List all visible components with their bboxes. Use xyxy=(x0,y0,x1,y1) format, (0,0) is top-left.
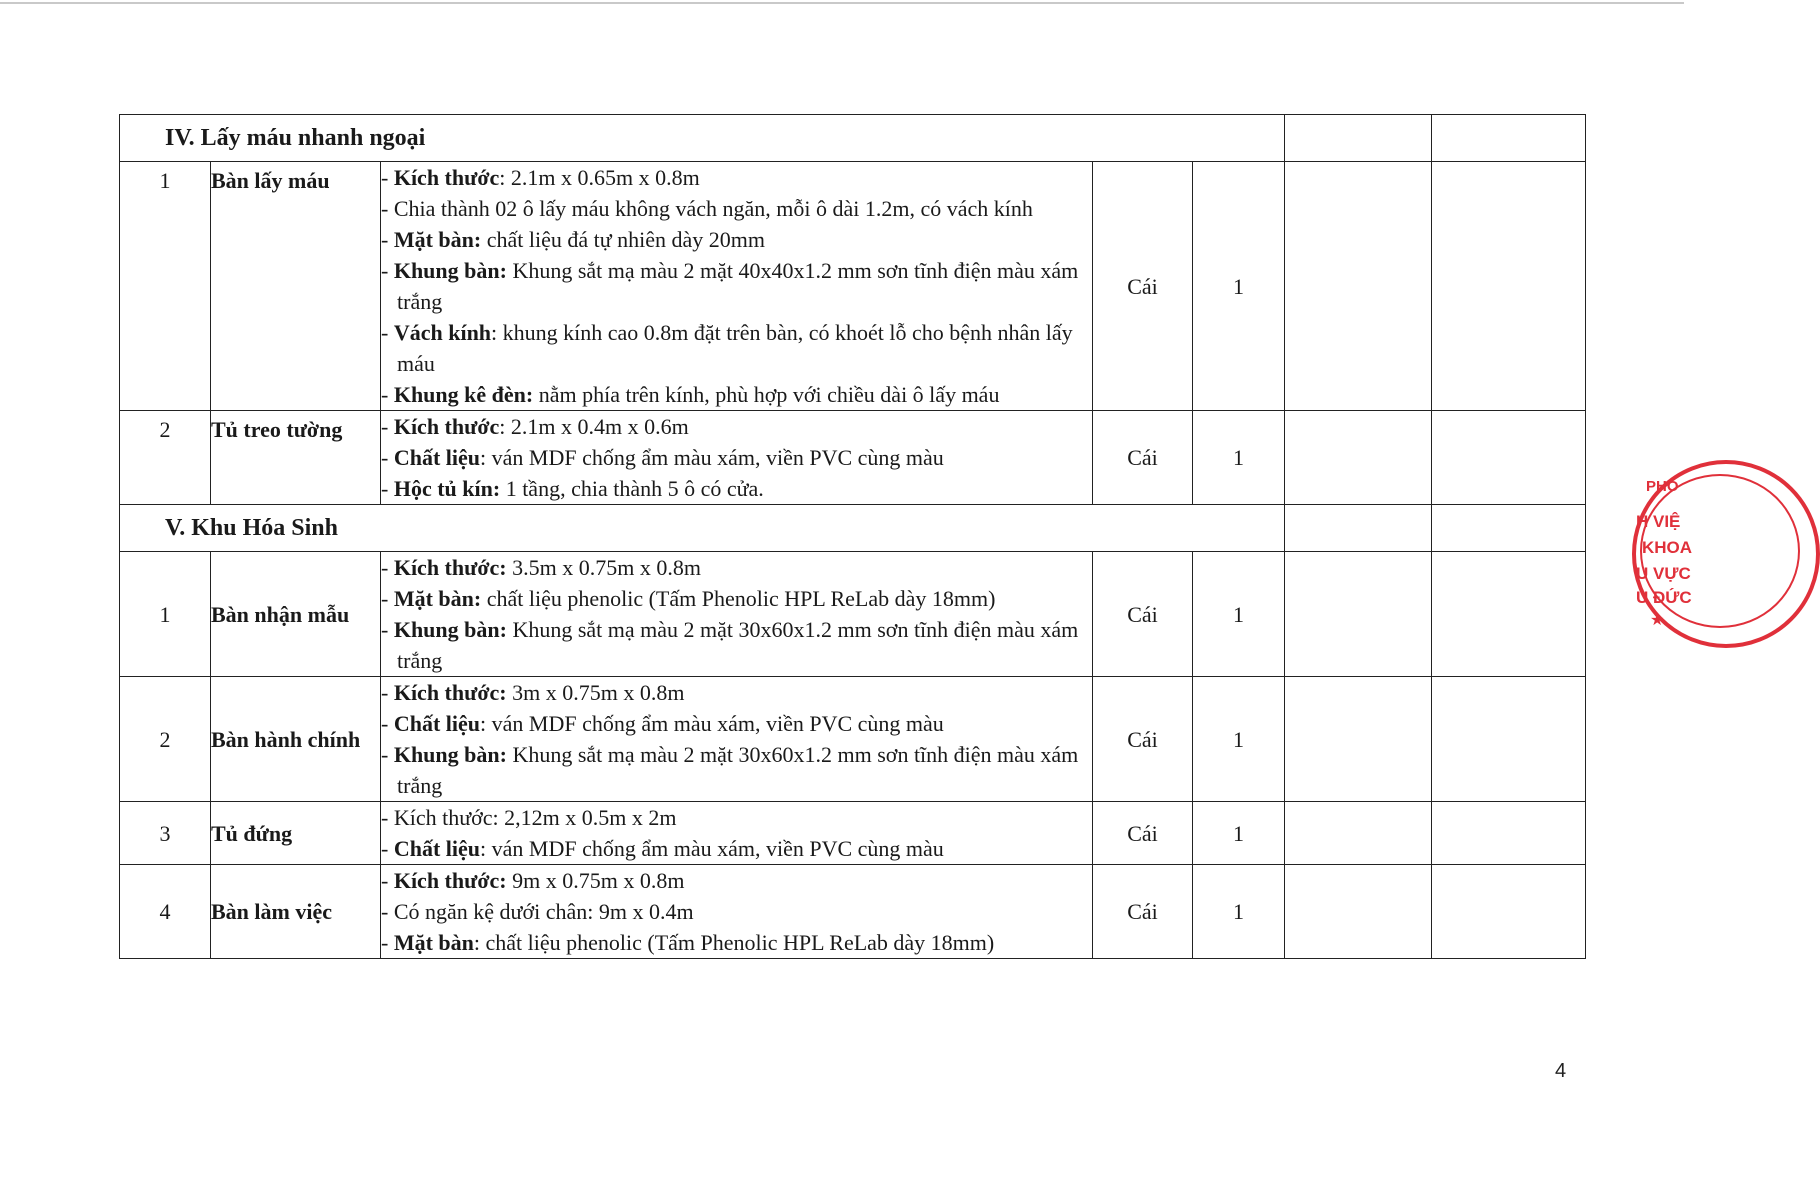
spec-line: - Kích thước: 2,12m x 0.5m x 2m xyxy=(381,805,677,830)
spec-value: : chất liệu phenolic (Tấm Phenolic HPL ReLab dày 18mm) xyxy=(473,930,995,955)
spec-label: Mặt bàn xyxy=(393,930,474,955)
scan-edge-line xyxy=(0,2,1684,4)
equipment-spec-table xyxy=(119,114,1586,959)
item-description xyxy=(381,802,1093,865)
empty-cell xyxy=(1432,505,1586,552)
spec-value: 3m x 0.75m x 0.8m xyxy=(506,680,685,705)
spec-label: Khung bàn: xyxy=(393,258,507,283)
spec-line: - Khung bàn: Khung sắt mạ màu 2 mặt 30x60x1.2 mm sơn tĩnh điện màu xám trắng xyxy=(381,742,1079,798)
spec-line: - Chất liệu: ván MDF chống ẩm màu xám, viền PVC cùng màu xyxy=(381,445,944,470)
item-unit: Cái xyxy=(1093,802,1193,865)
spec-value: chất liệu đá tự nhiên dày 20mm xyxy=(481,227,766,252)
item-row xyxy=(120,865,1586,959)
empty-cell xyxy=(1285,802,1432,865)
empty-cell xyxy=(1285,865,1432,959)
spec-label: Mặt bàn: xyxy=(393,586,482,611)
spec-label: Kích thước: xyxy=(393,868,507,893)
spec-line: - Chất liệu: ván MDF chống ẩm màu xám, viền PVC cùng màu xyxy=(381,836,944,861)
item-description xyxy=(381,162,1093,411)
spec-line: - Mặt bàn: chất liệu phenolic (Tấm Phenolic HPL ReLab dày 18mm) xyxy=(381,930,995,955)
spec-line: - Khung kê đèn: nằm phía trên kính, phù hợp với chiều dài ô lấy máu xyxy=(381,382,1000,407)
spec-label: Khung kê đèn: xyxy=(393,382,534,407)
spec-value: nằm phía trên kính, phù hợp với chiều dài ô lấy máu xyxy=(533,382,1000,407)
spec-line: - Chất liệu: ván MDF chống ẩm màu xám, viền PVC cùng màu xyxy=(381,711,944,736)
item-row xyxy=(120,552,1586,677)
stamp-text: U VỰC xyxy=(1636,564,1691,583)
empty-cell xyxy=(1285,552,1432,677)
empty-cell xyxy=(1285,411,1432,505)
section-title: IV. Lấy máu nhanh ngoại xyxy=(120,115,1285,162)
spec-line: - Chia thành 02 ô lấy máu không vách ngăn, mỗi ô dài 1.2m, có vách kính xyxy=(381,196,1033,221)
section-row xyxy=(120,115,1586,162)
item-number: 1 xyxy=(120,162,211,411)
stamp-text: PHÒ xyxy=(1646,478,1679,495)
spec-value: Chia thành 02 ô lấy máu không vách ngăn, mỗi ô dài 1.2m, có vách kính xyxy=(393,196,1033,221)
stamp-text: Ù ĐỨC xyxy=(1636,588,1692,607)
spec-line: - Vách kính: khung kính cao 0.8m đặt trên bàn, có khoét lỗ cho bệnh nhân lấy máu xyxy=(381,320,1073,376)
spec-line: - Kích thước: 3m x 0.75m x 0.8m xyxy=(381,680,685,705)
item-name: Bàn lấy máu xyxy=(211,162,381,411)
spec-label: Hộc tủ kín: xyxy=(393,476,501,501)
spec-value: : ván MDF chống ẩm màu xám, viền PVC cùng màu xyxy=(480,836,944,861)
item-quantity: 1 xyxy=(1193,411,1285,505)
spec-value: Khung sắt mạ màu 2 mặt 30x60x1.2 mm sơn tĩnh điện màu xám trắng xyxy=(397,742,1079,798)
spec-line: - Mặt bàn: chất liệu đá tự nhiên dày 20mm xyxy=(381,227,766,252)
spec-line: - Có ngăn kệ dưới chân: 9m x 0.4m xyxy=(381,899,694,924)
spec-value: : 2.1m x 0.4m x 0.6m xyxy=(499,414,689,439)
spec-label: Kích thước: xyxy=(393,680,507,705)
spec-label: Chất liệu xyxy=(393,836,481,861)
item-name: Bàn làm việc xyxy=(211,865,381,959)
item-number: 3 xyxy=(120,802,211,865)
empty-cell xyxy=(1432,552,1586,677)
spec-line: - Kích thước: 2.1m x 0.4m x 0.6m xyxy=(381,414,689,439)
section-title: V. Khu Hóa Sinh xyxy=(120,505,1285,552)
spec-label: Kích thước xyxy=(393,414,500,439)
empty-cell xyxy=(1432,865,1586,959)
spec-line: - Mặt bàn: chất liệu phenolic (Tấm Phenolic HPL ReLab dày 18mm) xyxy=(381,586,996,611)
empty-cell xyxy=(1432,411,1586,505)
item-description xyxy=(381,552,1093,677)
spec-value: 9m x 0.75m x 0.8m xyxy=(506,868,685,893)
item-description xyxy=(381,677,1093,802)
item-row xyxy=(120,411,1586,505)
empty-cell xyxy=(1432,115,1586,162)
item-unit: Cái xyxy=(1093,162,1193,411)
item-quantity: 1 xyxy=(1193,552,1285,677)
section-row xyxy=(120,505,1586,552)
item-number: 4 xyxy=(120,865,211,959)
item-quantity: 1 xyxy=(1193,677,1285,802)
empty-cell xyxy=(1432,162,1586,411)
stamp-text: KHOA xyxy=(1642,538,1693,557)
item-unit: Cái xyxy=(1093,677,1193,802)
item-number: 2 xyxy=(120,411,211,505)
red-seal-stamp xyxy=(1628,460,1693,660)
item-quantity: 1 xyxy=(1193,802,1285,865)
item-description xyxy=(381,411,1093,505)
item-quantity: 1 xyxy=(1193,162,1285,411)
spec-line: - Kích thước: 3.5m x 0.75m x 0.8m xyxy=(381,555,701,580)
spec-line: - Hộc tủ kín: 1 tầng, chia thành 5 ô có cửa. xyxy=(381,476,764,501)
spec-value: : 2.1m x 0.65m x 0.8m xyxy=(499,165,700,190)
empty-cell xyxy=(1432,677,1586,802)
item-quantity: 1 xyxy=(1193,865,1285,959)
empty-cell xyxy=(1285,505,1432,552)
spec-line: - Kích thước: 2.1m x 0.65m x 0.8m xyxy=(381,165,700,190)
item-number: 2 xyxy=(120,677,211,802)
empty-cell xyxy=(1285,677,1432,802)
spec-value: Kích thước: 2,12m x 0.5m x 2m xyxy=(393,805,677,830)
item-unit: Cái xyxy=(1093,411,1193,505)
item-name: Tủ treo tường xyxy=(211,411,381,505)
spec-value: 3.5m x 0.75m x 0.8m xyxy=(506,555,701,580)
empty-cell xyxy=(1432,802,1586,865)
item-unit: Cái xyxy=(1093,865,1193,959)
spec-label: Kích thước xyxy=(393,165,500,190)
empty-cell xyxy=(1285,115,1432,162)
page-number: 4 xyxy=(1555,1060,1567,1082)
spec-value: : khung kính cao 0.8m đặt trên bàn, có khoét lỗ cho bệnh nhân lấy máu xyxy=(397,320,1073,376)
spec-label: Vách kính xyxy=(393,320,492,345)
spec-value: Có ngăn kệ dưới chân: 9m x 0.4m xyxy=(393,899,694,924)
spec-line: - Khung bàn: Khung sắt mạ màu 2 mặt 40x40x1.2 mm sơn tĩnh điện màu xám trắng xyxy=(381,258,1079,314)
item-row xyxy=(120,802,1586,865)
item-name: Bàn nhận mẫu xyxy=(211,552,381,677)
spec-label: Chất liệu xyxy=(393,711,481,736)
spec-label: Kích thước: xyxy=(393,555,507,580)
spec-line: - Kích thước: 9m x 0.75m x 0.8m xyxy=(381,868,685,893)
item-row xyxy=(120,162,1586,411)
empty-cell xyxy=(1285,162,1432,411)
spec-label: Mặt bàn: xyxy=(393,227,482,252)
spec-value: : ván MDF chống ẩm màu xám, viền PVC cùng màu xyxy=(480,445,944,470)
item-name: Bàn hành chính xyxy=(211,677,381,802)
spec-label: Khung bàn: xyxy=(393,742,507,767)
spec-line: - Khung bàn: Khung sắt mạ màu 2 mặt 30x60x1.2 mm sơn tĩnh điện màu xám trắng xyxy=(381,617,1079,673)
stamp-text: H VIỆ xyxy=(1636,512,1681,531)
spec-label: Khung bàn: xyxy=(393,617,507,642)
stamp-star-icon: ★ xyxy=(1650,612,1665,629)
spec-value: 1 tầng, chia thành 5 ô có cửa. xyxy=(500,476,764,501)
item-number: 1 xyxy=(120,552,211,677)
item-unit: Cái xyxy=(1093,552,1193,677)
spec-value: chất liệu phenolic (Tấm Phenolic HPL ReLab dày 18mm) xyxy=(481,586,996,611)
spec-value: Khung sắt mạ màu 2 mặt 30x60x1.2 mm sơn tĩnh điện màu xám trắng xyxy=(397,617,1079,673)
spec-label: Chất liệu xyxy=(393,445,481,470)
spec-value: : ván MDF chống ẩm màu xám, viền PVC cùng màu xyxy=(480,711,944,736)
item-name: Tủ đứng xyxy=(211,802,381,865)
item-description xyxy=(381,865,1093,959)
spec-value: Khung sắt mạ màu 2 mặt 40x40x1.2 mm sơn tĩnh điện màu xám trắng xyxy=(397,258,1079,314)
item-row xyxy=(120,677,1586,802)
